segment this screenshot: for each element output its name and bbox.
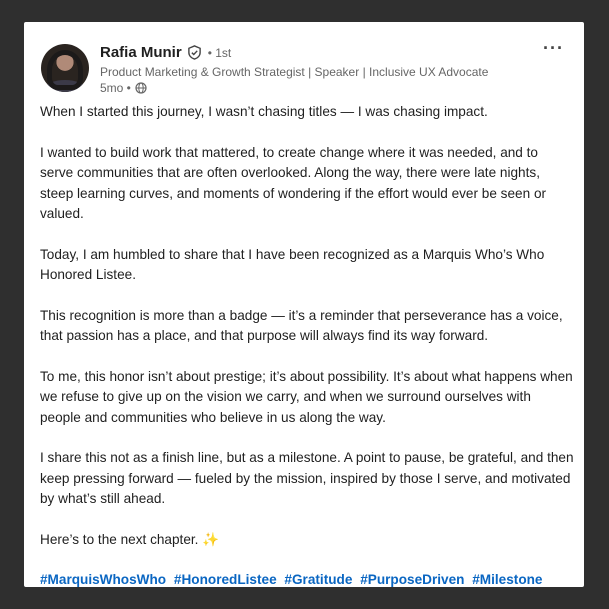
verified-shield-icon [187,45,202,60]
post-paragraph: I wanted to build work that mattered, to create change where it was needed, and to serve communities that are often overlooked. Along the way, there were late nights, steep learning curves, and moments of wondering if the effort would ever be seen or valued. [40,144,547,221]
post-paragraph: I share this not as a finish line, but as a milestone. A point to pause, be grateful, and then keep pressing forward — fueled by the mission, inspired by those I serve, and motivated by what’s still ahead. [40,450,574,506]
author-name-row [100,44,231,61]
hashtag-link[interactable]: #MarquisWhosWho [40,572,167,587]
connection-degree: • 1st [207,45,232,60]
sparkles-icon: ✨ [202,531,220,547]
hashtag-link[interactable]: #Gratitude [284,572,353,587]
post-paragraph: When I started this journey, I wasn’t chasing titles — I was chasing impact. [40,104,488,119]
post-paragraph: To me, this honor isn’t about prestige; it’s about possibility. It’s about what happens when we refuse to give up on the vision we carry, and when we surround ourselves with people and communities who believe in us along the way. [40,368,573,425]
globe-icon [135,82,147,94]
hashtag-list [40,570,574,587]
hashtag-link[interactable]: #HonoredListee [173,572,277,587]
post-content [40,102,574,587]
hashtag-link[interactable]: #Milestone [472,572,543,587]
author-name[interactable]: Rafia Munir [100,44,182,61]
more-options-icon[interactable]: ··· [543,38,564,58]
avatar-scarf [47,50,83,90]
hashtag-link[interactable]: #PurposeDriven [360,572,465,587]
author-avatar[interactable] [41,44,89,92]
post-closing [40,530,574,551]
author-headline: Product Marketing & Growth Strategist | Speaker | Inclusive UX Advocate [100,65,489,79]
post-time: 5mo • [100,81,131,95]
post-paragraph: This recognition is more than a badge — it’s a reminder that perseverance has a voice, that passion has a place, and that purpose will always find its way forward. [40,307,563,343]
post-paragraph: Today, I am humbled to share that I have been recognized as a Marquis Who’s Who Honored Listee. [40,246,545,282]
post-meta [100,81,147,95]
post-card [24,22,584,587]
closing-text: Here’s to the next chapter. [40,531,199,547]
